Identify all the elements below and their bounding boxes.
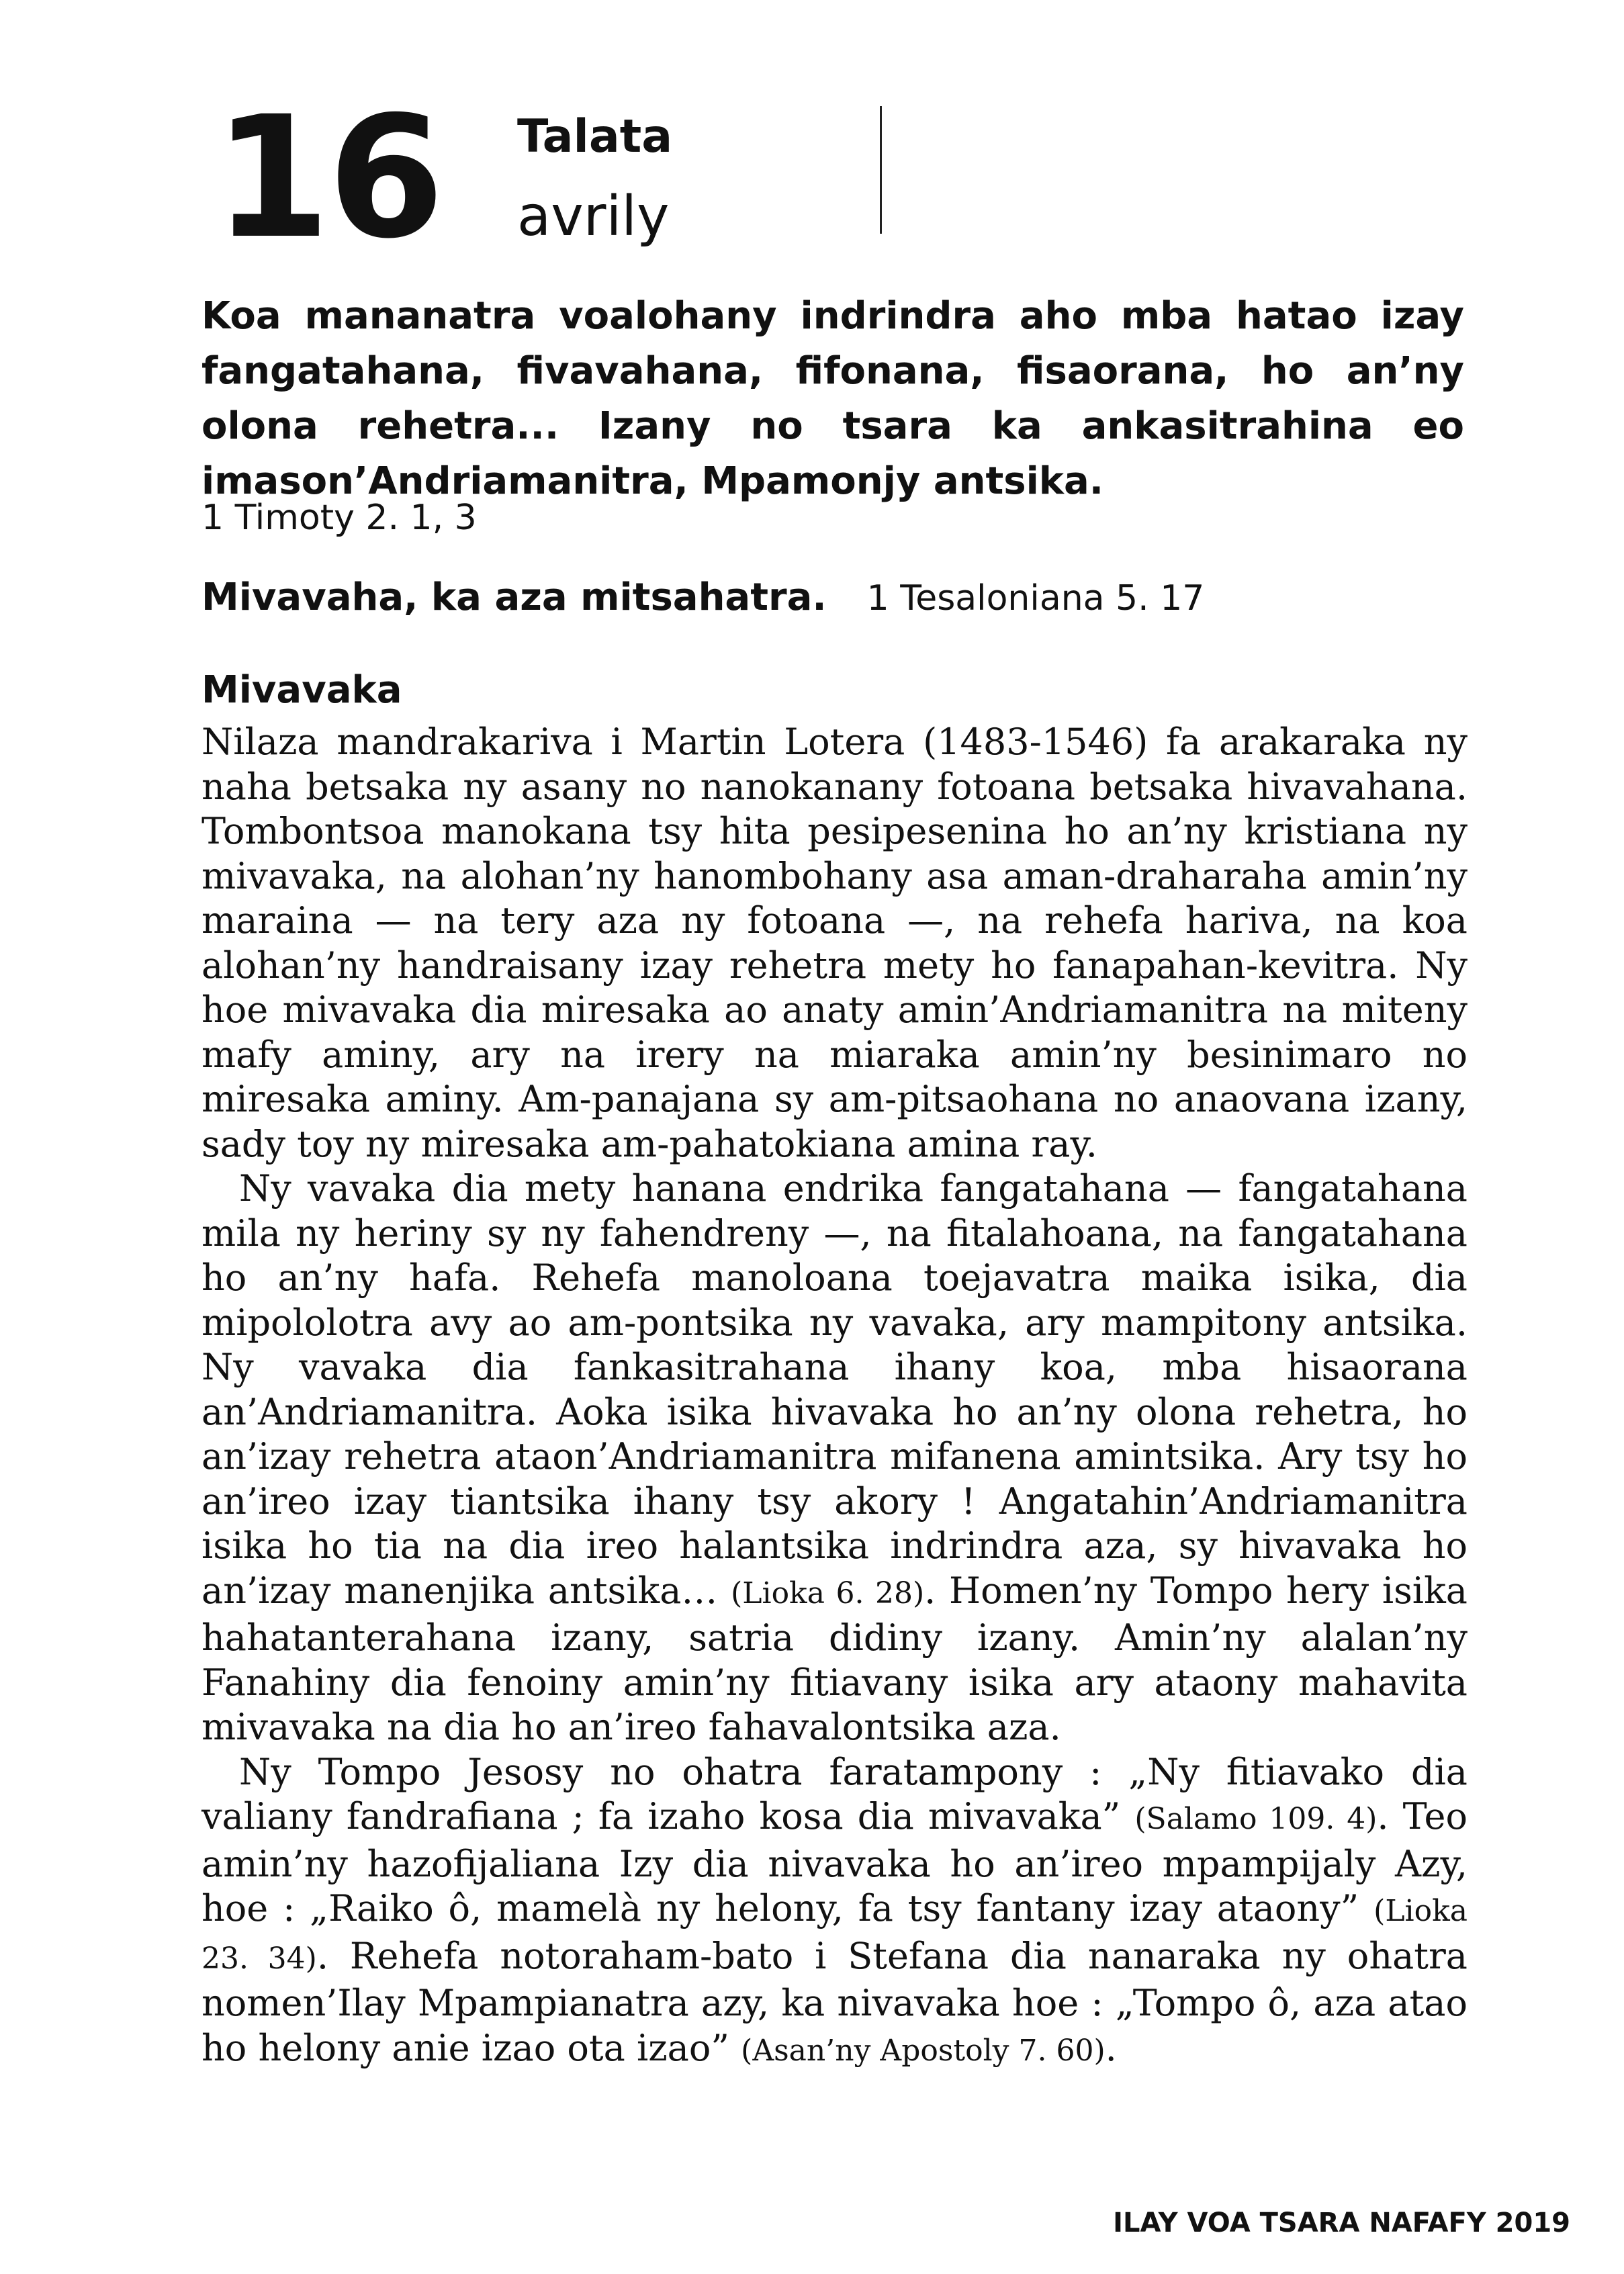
scripture-reference: (Lioka 23. 34) <box>201 1894 1468 1976</box>
header-divider <box>880 106 882 234</box>
main-verse-reference: 1 Timoty 2. 1, 3 <box>201 498 477 538</box>
main-verse: Koa mananatra voalohany indrindra aho mba hatao izay fangatahana, fivavahana, fifonana, fisaorana, ho an’ny olona rehetra... Izany no tsara ka ankasitrahina eo imason’Andriamanitra, Mpamonjy antsika. <box>201 294 1464 503</box>
scripture-reference: (Asan’ny Apostoly 7. 60) <box>741 2033 1106 2068</box>
second-verse <box>201 576 1478 619</box>
month-label: avrily <box>517 185 670 248</box>
devotional-text <box>201 720 1468 2073</box>
second-verse-text: Mivavaha, ka aza mitsahatra. <box>201 576 827 619</box>
paragraph-1: Nilaza mandrakariva i Martin Lotera (1483-1546) fa arakaraka ny naha betsaka ny asany no nanokanany fotoana betsaka hivavahana. Tombontsoa manokana tsy hita pesipesenina ho an’ny kristiana ny mivavaka, na alohan’ny hanombohany asa aman-draharaha amin’ny maraina — na tery aza ny fotoana —, na rehefa hariva, na koa alohan’ny handraisany izay rehetra mety ho fanapahan-kevitra. Ny hoe mivavaka dia miresaka ao anaty amin’Andriamanitra na miteny mafy aminy, ary na irery na miaraka amin’ny besinimaro no miresaka aminy. Am-panajana sy am-pitsaohana no anaovana izany, sady toy ny miresaka am-pahatokiana amina ray. <box>201 721 1468 1165</box>
paragraph-2 <box>201 1167 1468 1750</box>
scripture-reference: (Lioka 6. 28) <box>731 1576 925 1610</box>
paragraph-2-text-b: . Homen’ny Tompo hery isika hahatanterahana izany, satria didiny izany. Amin’ny alalan’ny Fanahiny dia fenoiny amin’ny fitiavany isika ary ataony mahavita mivavaka na dia ho an’ireo fahavalontsika aza. <box>201 1569 1468 1748</box>
paragraph-3-text-b: . Teo amin’ny hazofijaliana Izy dia nivavaka ho an’ireo mpampijaly Azy, hoe : „Raiko ô, mamelà ny helony, fa tsy fantany izay ataony” <box>201 1795 1468 1929</box>
paragraph-3-text-d: . <box>1105 2026 1117 2069</box>
second-verse-reference: 1 Tesaloniana 5. 17 <box>866 578 1205 619</box>
day-number: 16 <box>214 80 442 275</box>
section-title: Mivavaka <box>201 668 402 712</box>
scripture-reference: (Salamo 109. 4) <box>1134 1802 1378 1836</box>
weekday-label: Talata <box>517 110 673 163</box>
footer-publication: ILAY VOA TSARA NAFAFY 2019 <box>1113 2208 1570 2238</box>
paragraph-3 <box>201 1750 1468 2074</box>
paragraph-2-text-a: Ny vavaka dia mety hanana endrika fangatahana — fangatahana mila ny heriny sy ny fahendreny —, na fitalahoana, na fangatahana ho an’ny hafa. Rehefa manoloana toejavatra maika isika, dia mipololotra avy ao am-pontsika ny vavaka, ary mampitony antsika. Ny vavaka dia fankasitrahana ihany koa, mba hisaorana an’Andriamanitra. Aoka isika hivavaka ho an’ny olona rehetra, ho an’izay rehetra ataon’Andriamanitra mifanena amintsika. Ary tsy ho an’ireo izay tiantsika ihany tsy akory ! Angatahin’Andriamanitra isika ho tia na dia ireo halantsika indrindra aza, sy hivavaka ho an’izay manenjika antsika… <box>201 1167 1468 1612</box>
paragraph-3-text-a: Ny Tompo Jesosy no ohatra faratampony : „Ny fitiavako dia valiany fandrafiana ; fa izaho kosa dia mivavaka” <box>201 1750 1468 1837</box>
paragraph-3-text-c: . Rehefa notoraham-bato i Stefana dia nanaraka ny ohatra nomen’Ilay Mpampianatra azy, ka nivavaka hoe : „Tompo ô, aza atao ho helony anie izao ota izao” <box>201 1934 1468 2069</box>
